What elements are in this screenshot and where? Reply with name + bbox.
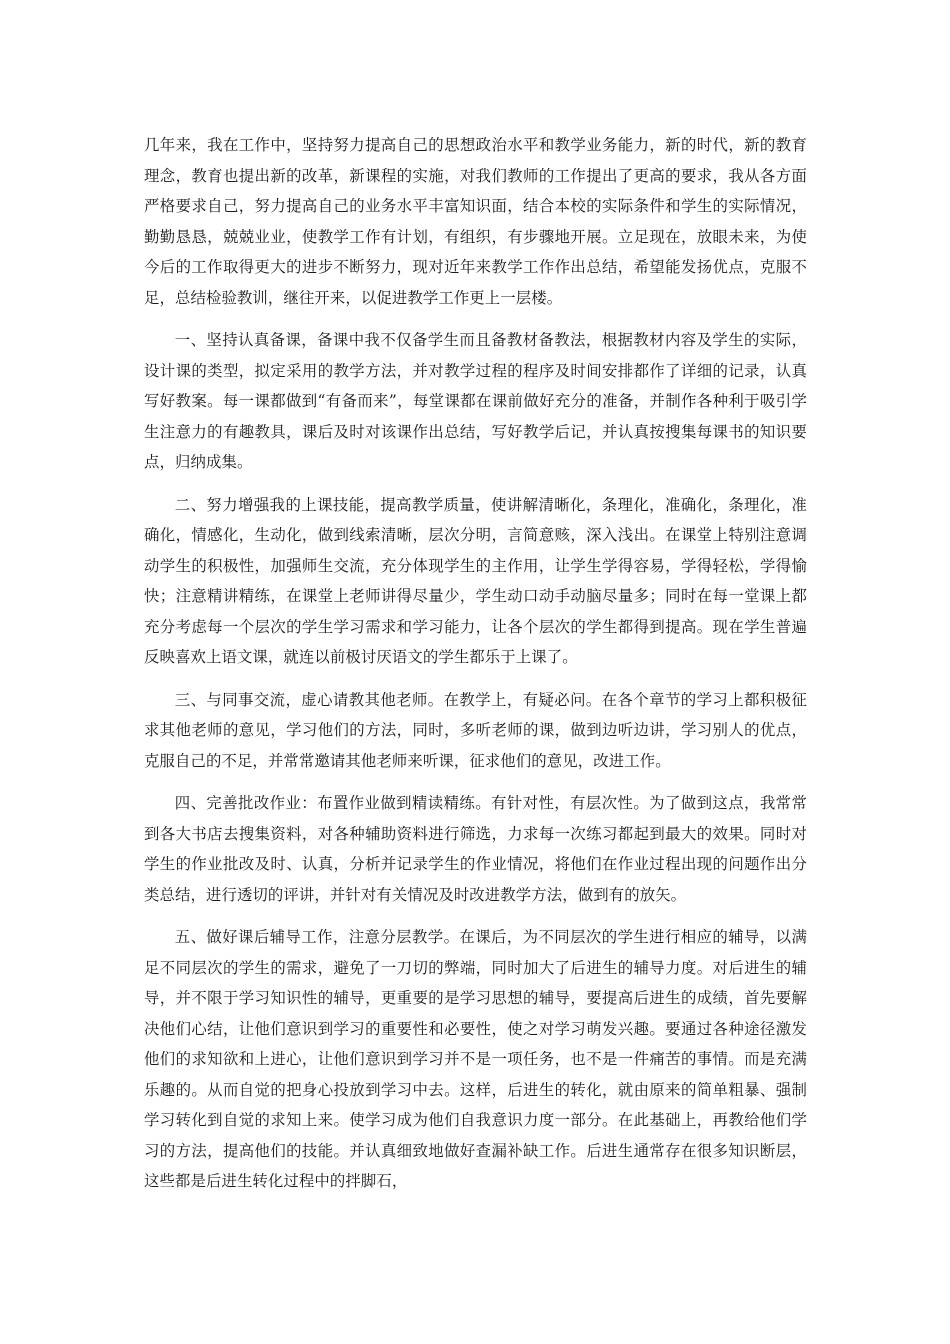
intro-paragraph: 几年来，我在工作中，坚持努力提高自己的思想政治水平和教学业务能力，新的时代，新的教育理念，教育也提出新的改革，新课程的实施，对我们教师的工作提出了更高的要求，我从各方面严格要求自己，努力提高自己的业务水平丰富知识面，结合本校的实际条件和学生的实际情况，勤勤恳恳，兢兢业业，使教学工作有计划，有组织，有步骤地开展。立足现在，放眼未来，为使今后的工作取得更大的进步不断努力，现对近年来教学工作作出总结，希望能发扬优点，克服不足，总结检验教训，继往开来，以促进教学工作更上一层楼。 — [144, 136, 807, 307]
section-4-paragraph: 四、完善批改作业：布置作业做到精读精练。有针对性，有层次性。为了做到这点，我常常到各大书店去搜集资料，对各种辅助资料进行筛选，力求每一次练习都起到最大的效果。同时对学生的作业批改及时、认真，分析并记录学生的作业情况，将他们在作业过程出现的问题作出分类总结，进行透切的评讲，并针对有关情况及时改进教学方法，做到有的放矢。 — [144, 794, 807, 904]
section-3-paragraph: 三、与同事交流，虚心请教其他老师。在教学上，有疑必问。在各个章节的学习上都积极征求其他老师的意见，学习他们的方法，同时，多听老师的课，做到边听边讲，学习别人的优点，克服自己的不足，并常常邀请其他老师来听课，征求他们的意见，改进工作。 — [144, 690, 807, 770]
section-2-paragraph: 二、努力增强我的上课技能，提高教学质量，使讲解清晰化，条理化，准确化，条理化，准确化，情感化，生动化，做到线索清晰，层次分明，言简意赅，深入浅出。在课堂上特别注意调动学生的积极性，加强师生交流，充分体现学生的主作用，让学生学得容易，学得轻松，学得愉快；注意精讲精练，在课堂上老师讲得尽量少，学生动口动手动脑尽量多；同时在每一堂课上都充分考虑每一个层次的学生学习需求和学习能力，让各个层次的学生都得到提高。现在学生普遍反映喜欢上语文课，就连以前极讨厌语文的学生都乐于上课了。 — [144, 495, 807, 666]
document-body — [144, 130, 807, 1209]
section-1-paragraph: 一、坚持认真备课，备课中我不仅备学生而且备教材备教法，根据教材内容及学生的实际，设计课的类型，拟定采用的教学方法，并对教学过程的程序及时间安排都作了详细的记录，认真写好教案。每一课都做到“有备而来”，每堂课都在课前做好充分的准备，并制作各种利于吸引学生注意力的有趣教具，课后及时对该课作出总结，写好教学后记，并认真按搜集每课书的知识要点，归纳成集。 — [144, 331, 807, 471]
section-5-paragraph: 五、做好课后辅导工作，注意分层教学。在课后，为不同层次的学生进行相应的辅导，以满足不同层次的学生的需求，避免了一刀切的弊端，同时加大了后进生的辅导力度。对后进生的辅导，并不限于学习知识性的辅导，更重要的是学习思想的辅导，要提高后进生的成绩，首先要解决他们心结，让他们意识到学习的重要性和必要性，使之对学习萌发兴趣。要通过各种途径激发他们的求知欲和上进心，让他们意识到学习并不是一项任务，也不是一件痛苦的事情。而是充满乐趣的。从而自觉的把身心投放到学习中去。这样，后进生的转化，就由原来的简单粗暴、强制学习转化到自觉的求知上来。使学习成为他们自我意识力度一部分。在此基础上，再教给他们学习的方法，提高他们的技能。并认真细致地做好查漏补缺工作。后进生通常存在很多知识断层，这些都是后进生转化过程中的拌脚石， — [144, 928, 807, 1190]
